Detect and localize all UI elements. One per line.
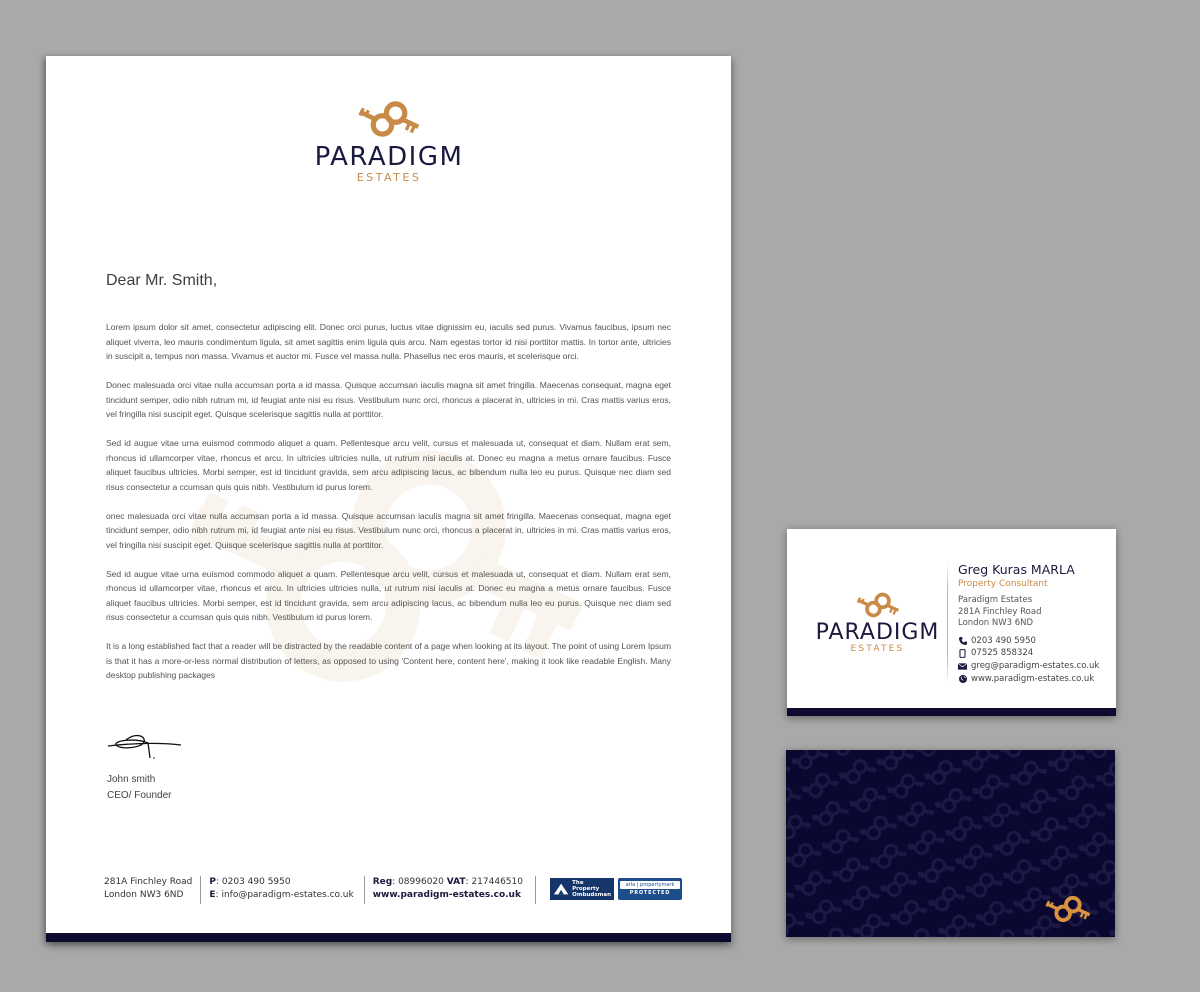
keys-logo-icon (304, 96, 474, 142)
footer-address: 281A Finchley Road London NW3 6ND (104, 877, 193, 900)
logo-wordmark: PARADIGM (815, 620, 940, 645)
email-icon (958, 662, 967, 671)
logo-wordmark: PARADIGM (314, 142, 464, 172)
business-card-back (786, 750, 1115, 937)
card-role: Property Consultant (958, 579, 1048, 589)
business-card-front (787, 529, 1116, 716)
footer-contact: P: 0203 490 5950 E: info@paradigm-estates.co.uk (209, 877, 354, 900)
footer-website: www.paradigm-estates.co.uk (372, 890, 521, 900)
letterhead-logo (304, 96, 474, 183)
letter-paragraph: It is a long established fact that a reader will be distracted by the readable content of a page when looking at its layout. The point of using Lorem Ipsum is that it has a more-or-less normal distribution of letters, as opposed to using 'Content here, content here', making it look like readable English. Many desktop publishing packages (106, 641, 671, 680)
footer-phone: 0203 490 5950 (221, 877, 291, 887)
letterhead-footer (104, 876, 682, 908)
letter-salutation: Dear Mr. Smith, (106, 272, 218, 289)
mobile-icon (958, 649, 967, 658)
letter-paragraph: Donec malesuada orci vitae nulla accumsan porta a id massa. Quisque accumsan iaculis magna sit amet fringilla. Maecenas consequat, magna eget tincidunt semper, odio nibh rutrum mi, id feugiat ante nisi eu risus. Vestibulum nunc orci, rhoncus a placerat in, ultricies in mi. Cras mattis varius eros, vel fringilla nisi suscipit eget. Quisque scelerisque sagittis nulla at porttitor. (106, 380, 671, 419)
letter-paragraph: Lorem ipsum dolor sit amet, consectetur adipiscing elit. Donec orci purus, luctus vitae dignissim eu, iaculis sed purus. Vivamus faucibus, ipsum nec aliquet viverra, leo mauris condimentum ligula, sit amet sagittis enim ligula quis arcu. Nam egestas tortor id nisi porttitor mattis. In tortor ante, ultricies in suscipit a, tempus non massa. Vivamus et auctor mi. Fusce vel massa nulla. Phasellus nec eros mauris, et scelerisque orci. (106, 322, 671, 361)
footer-divider (200, 876, 201, 904)
letter-body (106, 320, 671, 697)
card-contact-email: greg@paradigm-estates.co.uk (958, 660, 1099, 673)
signer-title: CEO/ Founder (107, 790, 172, 801)
card-contact-website: www.paradigm-estates.co.uk (958, 673, 1099, 686)
letterhead-bottom-bar (46, 933, 731, 942)
card-address: Paradigm Estates 281A Finchley Road London NW3 6ND (958, 595, 1042, 628)
card-contact-phone: 0203 490 5950 (958, 635, 1099, 648)
footer-email: info@paradigm-estates.co.uk (221, 890, 354, 900)
letterhead-page (46, 56, 731, 942)
card-name: Greg Kuras MARLA (958, 562, 1075, 577)
card-contact-mobile: 07525 858324 (958, 647, 1099, 660)
footer-registration: Reg: 08996020 VAT: 217446510 www.paradigm-estates.co.uk (372, 877, 523, 900)
property-ombudsman-badge: The Property Ombudsman (550, 878, 614, 900)
footer-divider (535, 876, 536, 904)
ombudsman-triangle-icon (553, 882, 569, 896)
letter-paragraph: Sed id augue vitae urna euismod commodo aliquet a quam. Pellentesque arcu velit, cursus et malesuada ut, consequat et diam. Nullam erat sem, rhoncus id ullamcorper vitae, rhoncus et arcu. In ultricies ultricies nulla, ut rutrum nisi iaculis at. Donec eu magna a metus ornare faucibus. Fusce aliquet faucibus ultricies. Morbi semper, est id tincidunt gravida, sem arcu adipiscing lacus, ac bibendum nulla leo eu purus. Quisque nec diam sed risus consectetur a ccumsan quis quis nibh. Vestibulum id purus lorem. (106, 568, 671, 622)
card-divider (947, 563, 948, 683)
keys-logo-icon (1042, 892, 1094, 931)
footer-divider (364, 876, 365, 904)
logo-tagline: ESTATES (850, 644, 905, 654)
globe-icon (958, 675, 967, 684)
arla-propertymark-badge: arla | propertymark PROTECTED (618, 878, 682, 900)
logo-tagline: ESTATES (356, 171, 422, 184)
accreditation-badges (550, 878, 682, 900)
keys-logo-icon (805, 589, 950, 621)
signature-scribble-icon (106, 728, 186, 773)
letter-paragraph: onec malesuada orci vitae nulla accumsan porta a id massa. Quisque accumsan iaculis magna sit amet fringilla. Maecenas consequat, magna eget tincidunt semper, odio nibh rutrum mi, id feugiat ante nisi eu risus. Vestibulum nunc orci, rhoncus a placerat in, ultricies in mi. Cras mattis varius eros, vel fringilla nisi suscipit eget. Quisque scelerisque sagittis nulla at porttitor. (106, 510, 671, 550)
card-bottom-bar (787, 708, 1116, 716)
signer-name: John smith (107, 774, 156, 785)
phone-icon (958, 636, 967, 645)
card-contacts (958, 635, 1099, 686)
letter-paragraph: Sed id augue vitae urna euismod commodo aliquet a quam. Pellentesque arcu velit, cursus et malesuada ut, consequat et diam. Nullam erat sem, rhoncus id ullamcorper vitae, rhoncus et arcu. In ultricies ultricies nulla, ut rutrum nisi iaculis at. Donec eu magna a metus ornare faucibus. Fusce aliquet faucibus ultricies. Morbi semper, est id tincidunt gravida, sem arcu adipiscing lacus, ac bibendum nulla leo eu purus. Quisque nec diam sed risus consectetur a ccumsan quis quis nibh. Vestibulum id purus lorem. (106, 438, 671, 492)
card-details (958, 563, 1099, 686)
card-logo (805, 589, 950, 654)
